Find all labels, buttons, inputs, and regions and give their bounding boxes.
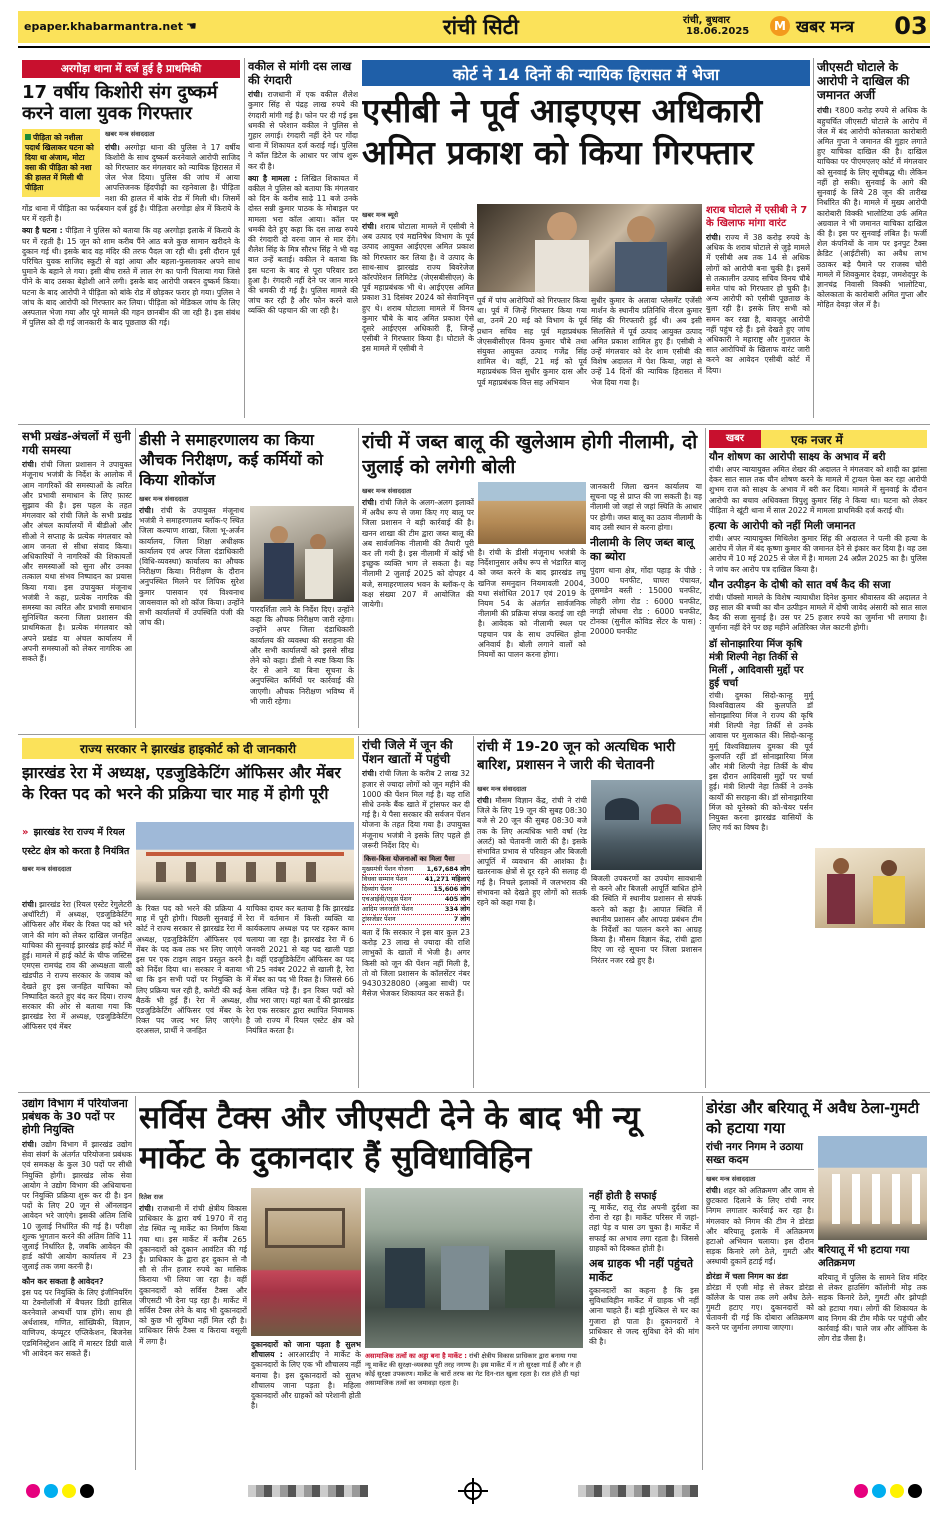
story-headline: डोरंडा और बरियातू में अवैध ठेला-गुमटी को हटाया गया xyxy=(706,1099,920,1137)
pension-count: 41,271 महिलाएं xyxy=(424,874,470,883)
story-body xyxy=(477,796,587,908)
brief-headline: डॉ सोनाझारिया मिंज कृषि मंत्री शिल्पी नेहा तिर्की से मिलीं , आदिवासी मुद्दों पर हुई चर्चा xyxy=(709,638,804,689)
doranda-building-photo xyxy=(818,1136,927,1240)
market-shops-photo xyxy=(365,1188,583,1348)
story-kicker: रांची नगर निगम ने उठाया सख्त कदम xyxy=(706,1141,814,1170)
masthead xyxy=(18,8,930,48)
paragraph: याचिका दायर कर बताया है कि झारखंड रेरा में वर्तमान में किसी व्यक्ति या कार्यकलाप अध्यक्ष पद पर रहकर काम चलाया जा रहा है। झारखंड रेरा में 6 जनवरी 2021 से यह पद खाली पड़ा है। वहीं एडजुडिकेटिंग ऑफिसर का पद भी 25 नवंबर 2022 से खाली है, रेरा में मेंबर का पद भी रिक्त है। जिससे 66 केस लंबित पड़े हैं। इन रिक्त पदों को शीघ्र भरा जाए। यहां बता दें की झारखंड रेरा एक सरकार द्वारा स्थापित नियामक है जो राज्य में रियल एस्टेट क्षेत्र को नियंत्रित करता है। xyxy=(246,904,354,1036)
story-dc-inspection xyxy=(139,430,354,730)
page-number: 03 xyxy=(894,12,928,40)
story-rera-col1 xyxy=(22,900,132,1088)
story-acb-sidebar xyxy=(706,204,810,420)
paragraph: रांची जिले के अलग-अलग इलाकों में अवैध रूप से जमा किए गए बालू पर जिला प्रशासन ने बड़ी कार्रवाई की है। खनन शाखा की टीम द्वारा जब्त बालू की अब सार्वजनिक नीलामी की तैयारी पूरी कर ली गयी है। इस नीलामी में कोई भी इच्छुक व्यक्ति भाग ले सकता है। यह नीलामी 2 जुलाई 2025 को दोपहर 4 बजे, समाहरणालय भवन के ब्लॉक-ए के कक्ष संख्या 207 में आयोजित की जायेगी। xyxy=(362,498,474,610)
story-body xyxy=(706,1186,814,1334)
pension-count: 334 लोग xyxy=(444,904,470,913)
pension-row xyxy=(362,915,470,925)
paragraph: सुधीर कुमार के अलावा प्लेसमेंट एजेंसी मार्शन के स्थानीय प्रतिनिधि नीरज कुमार सिंह की गिरफ्तारी हुई थी। अब इसी सिलसिले में पूर्व उत्पाद आयुक्त उत्पाद अमित प्रकाश शामिल हुए हैं। एसीबी ने उन्हें मंगलवार को देर शाम एसीबी की विशेष अदालत में पेश किया, जहां से उन्हें 14 दिनों की न्यायिक हिरासत में भेज दिया गया है। xyxy=(591,296,702,387)
brief-kicker: खबर xyxy=(709,430,761,448)
column-rule xyxy=(358,736,359,1088)
dateline: रांची। xyxy=(22,900,37,909)
story-rera-col2 xyxy=(136,904,242,1088)
paragraph: राज्य में 38 करोड़ रुपये के अधिक के शराब घोटाले से जुड़े मामले में एसीबी अब तक 14 से अधिक लोगों को आरोपी बना चुकी है। इसमें से तत्कालीन उत्पाद सचिव विनय चौबे समेत पांच को गिरफ्तार हो चुकी है। अन्य आरोपी को एसीबी पूछताछ के बुला रही है। इसके लिए सभी को समन कर रखा है, बावजूद आरोपी नहीं पहुंच रहे हैं। इसे देखते हुए जांच अधिकारी ने महाराष्ट्र और गुजरात के सात आरोपियों के खिलाफ वारंट जारी करने का आवेदन एसीबी कोर्ट में दिया। xyxy=(706,233,810,375)
paragraph: जानकारी जिला खनन कार्यालय या सूचना पट्ट से प्राप्त की जा सकती है। वह नीलामी जो जहां से जहां स्थिति के आधार पर होगी। जब्त बालू का उठाव नीलामी के बाद उसी स्थान से करना होगा। xyxy=(590,482,702,532)
byline: खबर मन्त्र संवाददाता xyxy=(22,865,72,873)
rain-street-photo xyxy=(591,780,702,870)
paragraph: उद्योग विभाग में झारखंड उद्योग सेवा संवर्ग के अंतर्गत परियोजना प्रबंधक एवं समकक्ष के कुल 30 पदों पर सीधी नियुक्ति होगी। झारखंड लोक सेवा आयोग ने उद्योग विभाग की अधियाचना पर नियुक्ति प्रक्रिया शुरू कर दी है। इन पदों के लिए 20 जून से ऑनलाइन आवेदन भरे जाएंगे। इसकी अंतिम तिथि 10 जुलाई निर्धारित की गई है। परीक्षा शुल्क भुगतान करने की अंतिम तिथि 11 जुलाई निर्धारित है, जबकि आवेदन की हार्ड कॉपी आयोग कार्यालय में 23 जुलाई तक जमा करनी है। xyxy=(22,1139,132,1272)
story-encroach-col1 xyxy=(706,1170,814,1470)
story-body xyxy=(478,548,586,660)
brief-kicker-title: एक नजर में xyxy=(791,433,843,447)
paragraph: डोरंडा में एजी मोड़ से लेकर डोरंडा कॉलेज के पास तक लगे अवैध ठेले-गुमटी हटाए गए। दुकानदारों को चेतावनी दी गई कि दोबारा अतिक्रमण करने पर जुर्माना लगाया जाएगा। xyxy=(706,1282,814,1333)
byline: खबर मन्त्र संवाददाता xyxy=(105,130,155,139)
paragraph: शराब घोटाला मामले में एसीबी ने अब उत्पाद एवं मद्यनिषेध विभाग के पूर्व उत्पाद आयुक्त आईएएस अमित प्रकाश को गिरफ्तार कर लिया है। वे उत्पाद के साथ-साथ झारखंड राज्य बिवरेजेज कॉरपोरेशन लिमिटेड (जेएसबीसीएल) के पूर्व महाप्रबंधक भी थे। आईएएस अमित प्रकाश 31 दिसंबर 2024 को सेवानिवृत्त हुए थे। शराब घोटाला मामले में विनय कुमार चौबे के बाद अमित प्रकाश ऐसे दूसरे आईएएस अधिकारी हैं, जिन्हें एसीबी ने गिरफ्तार किया है। घोटाले के इस मामले में एसीबी ने xyxy=(362,222,474,354)
story-body xyxy=(590,482,702,533)
story-body xyxy=(22,1140,132,1359)
highlight-text: झारखंड रेरा राज्य में रियल एस्टेट क्षेत्र को करता है नियंत्रित xyxy=(22,827,130,857)
story-industry-recruitment xyxy=(22,1098,132,1468)
dateline: रांची। xyxy=(477,796,492,805)
story-body xyxy=(246,904,354,1037)
byline: खबर मन्त्र संवाददाता xyxy=(477,785,527,793)
brief-text: रांची। अपर न्यायायुक्त अमित शेखर की अदालत ने मंगलवार को शादी का झांसा देकर सात साल तक यौन शोषण करने के मामले में ट्रायल फेस कर रहा आरोपी शुभम राज को साक्ष्य के अभाव में बरी कर दिया। मामले में सुनवाई के दौरान आरोपी का बचाव अधिवक्ता त्रिपुशु कुमार सिंह ने किया था। घटना को लेकर पीड़िता ने खूंटी थाना में साल 2022 में मामला प्राथमिकी दर्ज कराई थी। xyxy=(709,465,927,515)
column-rule xyxy=(358,428,359,728)
market-photo-caption xyxy=(365,1352,583,1470)
row-rule xyxy=(18,734,705,735)
brief-headline: यौन शोषण का आरोपी साक्ष्य के अभाव में बरी xyxy=(709,451,886,463)
minister-meeting-photo xyxy=(815,848,925,928)
story-headline: उद्योग विभाग में परियोजना प्रबंधक के 30 पदों पर होगी नियुक्ति xyxy=(22,1098,128,1136)
story-headline: एसीबी ने पूर्व आइएएस अधिकारी अमित प्रकाश को किया गिरफ्तार xyxy=(362,91,763,172)
story-lawyer-extortion xyxy=(248,60,358,420)
subhead: नीलामी के लिए जब्त बालू का ब्योरा xyxy=(590,536,694,564)
pension-row xyxy=(362,875,470,885)
story-body xyxy=(591,296,702,388)
brief-item xyxy=(709,579,927,634)
dateline: रांची। xyxy=(22,460,37,470)
pension-scheme: आदिम जनजाति पेंशन xyxy=(362,904,413,913)
byline: खबर मन्त्र संवाददाता xyxy=(362,487,412,495)
story-market-col2 xyxy=(251,1340,361,1470)
pension-table-title: किस-किस योजनाओं का मिला पैसा xyxy=(362,854,470,865)
paragraph: पीड़िता ने पुलिस को बताया कि वह अरगोड़ा इलाके में किराये के घर में रहती है। 15 जून को शाम करीब पैंने आठ बजे कुछ सामान खरीदने के दुकान गई थी। इसके बाद वह मंदिर की तरफ पैदल जा रही थी। इसी दौरान पूर्व परिचित युवक साजिद स्कूटी से वहां आया और बहला-फुसलाकर अपने साथ घुमाने के बहाने ले गया। इसी बीच रास्ते में लाल रंग का पानी पिलाया गया जिसे पीने के बाद उसका बेहोशी आने लगी। इसके बाद आरोपी जबरन दुष्कर्म किया। घटना के बाद आरोपी ने पीड़िता को बांके रोड में छोड़कर फरार हो गया। पुलिस ने जांच के बाद आरोपी को गिरफ्तार कर लिया। पीड़िता को मेडिकल जांच के लिए अस्पताल भेजा गया और पूरे मामले की गहन छानबीन की जा रही है। इस संबंध में पुलिस को दी गई जानकारी के बाद पूछताछ की गई। xyxy=(22,226,240,328)
story-headline: रांची में जब्त बालू की खुलेआम होगी नीलामी, दो जुलाई को लगेगी बोली xyxy=(362,431,698,478)
story-kicker: अरगोड़ा थाना में दर्ज हुई है प्राथमिकी xyxy=(22,60,240,78)
paragraph: झारखंड रेरा (रियल एस्टेट रेगुलेटरी अथॉरिटी) में अध्यक्ष, एडजुडिकेटिंग ऑफिसर और मेंबर के रिक्त पद को भरे जाने की मांग को लेकर दाखिल जनहित याचिका की सुनवाई झारखंड हाई कोर्ट में हुई। मामले में हाई कोर्ट के चीफ जस्टिस एमएस रामचंद्र राव की अध्यक्षता वाली खंडपीठ ने राज्य सरकार के जवाब को देखते हुए इस जनहित याचिका को निष्पादित करते हुए बंद कर दिया। राज्य सरकार की ओर से बताया गया कि झारखंड रेरा में अध्यक्ष, एडजुडिकेटिंग ऑफिसर एवं मेंबर xyxy=(22,900,132,1032)
story-body xyxy=(477,296,587,388)
double-arrow-icon: » xyxy=(22,827,29,838)
story-rain-col1 xyxy=(477,780,587,1088)
photo-caption: बरियातू में भी हटाया गया अतिक्रमण xyxy=(818,1245,910,1269)
subhead: क्या है मामला : xyxy=(248,173,298,183)
brand-logo-icon: M xyxy=(770,16,790,36)
brand-name: खबर मन्त्र xyxy=(796,17,854,36)
brief-text: रांची। दुमका सिदो-कान्हू मुर्मू विश्वविद्यालय की कुलपति डॉ सोनाझारिया मिंज ने राज्य की कृषि मंत्री शिल्पी नेहा तिर्की से उनके आवास पर मुलाकात की। सिदो-कान्हू मुर्मू विश्वविद्यालय दुमका की पूर्व कुलपति रहीं डॉ सोनाझारिया मिंज और मंत्री शिल्पी नेहा तिर्की के बीच इस दौरान आदिवासी मुद्दों पर चर्चा हुई। मंत्री शिल्पी नेहा तिर्की ने उनके कार्यों की सराहना की। डॉ सोनाझारिया मिंज को यूनेस्को की को-चेयर पर्सन नियुक्त करना झारखंड वासियों के लिए गर्व का विषय है। xyxy=(709,690,813,833)
epaper-url[interactable]: epaper.khabarmantra.net xyxy=(24,20,183,33)
caption-text: रांची क्षेत्रीय विकास प्राधिकार द्वारा बनाया गया न्यू मार्केट की सुरक्षा-व्यवस्था पूरी तरह नगण्य है। इस मार्केट में न तो सुरक्षा गार्ड हैं और न ही कोई सुरक्षा उपकरण। मार्केट के चारों तरफ का गेट दिन-रात खुला रहता है। रात होते ही यहां असामाजिक तत्वों का जमावड़ा रहता है। xyxy=(365,1352,581,1387)
pension-scheme: ट्रांसजेंडर पेंशन xyxy=(362,914,396,923)
brief-headline: हत्या के आरोपी को नहीं मिली जमानत xyxy=(709,520,856,533)
pension-row xyxy=(362,905,470,915)
paragraph: लिखित शिकायत में वकील ने पुलिस को बताया कि मंगलवार को दिन के करीब साढ़े 11 बजे उनके दोस्त सन्नी कुमार पाठक के मोबाइल पर मामला भरा कॉल आया। कॉल पर धमकी देते हुए कहा कि दस लाख रुपये की रंगदारी दो वरना जान से मार देंगे। शैलेश सिंह के मित्र सौरभ सिंह ने भी यह बात उन्हें बताई। वकील ने बताया कि इस घटना के बाद से पूरा परिवार डरा हुआ है। रंगदारी नहीं देने पर जान मारने की धमकी दी गई है। पुलिस मामले की जांच कर रही है और फोन करने वाले व्यक्ति की पहचान की जा रही है। xyxy=(248,173,358,316)
story-sand-col2 xyxy=(478,548,586,730)
dateline: रांची। xyxy=(362,222,377,231)
paragraph: है। रांची के डीसी मंजूनाथ भजंत्री के निर्देशानुसार अवैध रूप से भंडारित बालू को जब्त करने के बाद झारखंड लघु खनिज समनुदान नियमावली 2004, यथा संशोधित 2017 एवं 2019 के नियम 54 के अंतर्गत सार्वजनिक नीलामी की प्रक्रिया संपन्न कराई जा रही है। आवेदक को नीलामी स्थल पर पहचान पत्र के साथ उपस्थित होना अनिवार्य है। बोली लगाने वालों को नियमों का पालन करना होगा। xyxy=(478,548,586,660)
story-market-col1 xyxy=(139,1188,247,1470)
news-brief-panel xyxy=(709,430,927,1090)
story-market-col3 xyxy=(589,1188,699,1470)
story-body xyxy=(22,460,132,664)
column-rule xyxy=(705,428,706,1088)
caption xyxy=(365,1352,583,1388)
story-block-grievances xyxy=(22,430,132,730)
brief-list xyxy=(709,451,927,833)
story-gst-bail xyxy=(817,60,927,420)
paragraph: न्यू मार्केट, रातू रोड अपनी दुर्दशा का रोना रो रहा है। मार्केट परिसर में जहां-तहां पेड़ व घास उग चुका है। मार्केट में सफाई का अभाव लगा रहता है। जिससे ग्राहकों को दिक्कत होती है। xyxy=(589,1203,699,1253)
market-decay-photo xyxy=(251,1188,361,1336)
column-rule xyxy=(702,1096,703,1470)
sand-pile-photo xyxy=(478,482,586,544)
column-rule xyxy=(135,428,136,728)
story-headline: वकील से मांगी दस लाख की रंगदारी xyxy=(248,60,352,87)
story-rain-col2 xyxy=(591,874,702,1088)
dateline: रांची। xyxy=(362,769,377,779)
story-encroach-col2 xyxy=(818,1244,927,1470)
header-place-day: रांची, बुधवार xyxy=(683,15,731,26)
pension-scheme: विधवा सम्मान पेंशन xyxy=(362,874,408,883)
rera-highlight xyxy=(22,820,132,894)
dateline: रांची। xyxy=(105,142,120,152)
story-body xyxy=(139,1204,247,1347)
story-body-2 xyxy=(589,1286,699,1347)
dateline: रांची। xyxy=(139,506,154,515)
story-argora-arrest xyxy=(22,60,240,420)
caption-head: असामाजिक तत्वों का अड्डा बना है मार्केट : xyxy=(365,1352,467,1360)
paragraph: पूर्व में पांच आरोपियों को गिरफ्तार किया था। पूर्व में जिन्हें गिरफ्तार किया गया था, उनमें 20 मई को विभाग के पूर्व प्रधान सचिव सह पूर्व महाप्रबंधक जेएसबीसीएल विनय कुमार चौबे तथा संयुक्त आयुक्त उत्पाद गजेंद्र सिंह शामिल थे। वहीं, 21 मई को पूर्व महाप्रबंधक वित्त सुधीर कुमार दास और पूर्व महाप्रबंधक वित्त सह अभियान xyxy=(477,296,587,387)
pension-count: 405 लोग xyxy=(444,894,470,903)
paragraph: रांची जिला के करीब 2 लाख 32 हजार से ज्यादा लोगों को जून महीने की 1000 की पेंशन मिल गई है। यह राशि सीधे उनके बैंक खाते में ट्रांसफर कर दी गई है। ये पैसा सरकार की सर्वजन पेंशन योजना के तहत दिया गया है। उपायुक्त मंजूनाथ भजंत्री ने इसके लिए पहले ही जरूरी निर्देश दिए थे। xyxy=(362,769,470,850)
auction-details xyxy=(590,566,702,637)
masthead-url-bar xyxy=(18,11,208,43)
story-body xyxy=(589,1203,699,1254)
row-rule xyxy=(18,1092,930,1093)
subhead: नहीं होती है सफाई xyxy=(589,1191,657,1202)
brief-text: रांची। पॉक्सो मामले के विशेष न्यायाधीश दिनेश कुमार श्रीवास्तव की अदालत ने छह साल की बच्ची का यौन उत्पीड़न मामले में दोषी जावेद अंसारी को सात साल कैद की सजा सुनाई है। उस पर 25 हजार रुपये का जुर्माना भी लगाया है। जुर्माना नहीं देने पर छह महीने अतिरिक्त जेल काटनी होगी। xyxy=(709,592,927,633)
footer-registration-marks xyxy=(18,1478,930,1504)
paragraph: आरआरडीए ने मार्केट के दुकानदारों के लिए एक भी शौचालय नहीं बनाया है। इस दुकानदारों को सुलभ शौचालय जाना पड़ता है। महिला दुकानदारों और ग्राहकों को परेशानी होती है। xyxy=(251,1350,361,1411)
pension-scheme: मुख्यमंत्री पेंशन योजना xyxy=(362,864,414,873)
column-rule xyxy=(135,1096,136,1470)
dateline: रांची। xyxy=(706,1186,721,1195)
pension-scheme: दिव्यांग पेंशन xyxy=(362,884,392,893)
pension-row xyxy=(362,865,470,875)
paragraph: रांची के उपायुक्त मंजूनाथ भजंत्री ने समाहरणालय ब्लॉक-ए स्थित जिला कल्याण शाखा, जिला भू-अर्जन कार्यालय, जिला शिक्षा अधीक्षक कार्यालय एवं अपर जिला दंडाधिकारी (विधि-व्यवस्था) कार्यालय का औचक निरीक्षण किया। निरीक्षण के दौरान अनुपस्थित मिलने पर लिपिक सुरेश कुमार पासवान एवं विश्वनाथ जायसवाल को शो कॉज किया। उन्होंने सभी कार्यालयों में उपस्थिति पंजी की जांच की। xyxy=(139,506,244,628)
story-headline: सभी प्रखंड-अंचलों में सुनी गयी समस्या xyxy=(22,430,131,457)
brief-headline: यौन उत्पीड़न के दोषी को सात वर्ष कैद की सजा xyxy=(709,578,891,591)
row-rule xyxy=(18,424,930,425)
acb-arrest-photo xyxy=(477,204,702,292)
paragraph: अरगोड़ा थाना की पुलिस ने 17 वर्षीय किशोरी के साथ दुष्कर्म करनेवाले आरोपी साजिद को गिरफ्तार कर मंगलवार को न्यायिक हिरासत में जेल भेज दिया। पुलिस की जांच में आया आपत्तिजनक हिंदपीढ़ी का रहनेवाला है। पीड़िता नशा की हालत में बांके रोड में मिली थी। जिसमें गोंड थाना में पीड़िता का फर्दबयान दर्ज हुई है। पीड़िता अरगोड़ा क्षेत्र में किराये के घर में रहती है। xyxy=(22,142,240,224)
story-body xyxy=(248,90,358,316)
story-pension xyxy=(362,738,470,1088)
pension-count: 15,606 लोग xyxy=(433,884,470,893)
paragraph: के रिक्त पद को भरने की प्रक्रिया 4 माह में पूरी होगी। पिछली सुनवाई में कोर्ट ने राज्य सरकार से झारखंड रेरा में अध्यक्ष, एडजुडिकेटिंग ऑफिसर एवं मेंबर के पद कब तक भर लिए जाएंगे इस पर एक टाइम लाइन प्रस्तुत करने को निर्देश दिया था। सरकार ने बताया था कि इन सभी पदों पर नियुक्ति के लिए प्रक्रिया चल रही है, कमेटी की कई बैठकें भी हुई हैं। रेरा में अध्यक्ष, एडजुडिकेटिंग ऑफिसर एवं मेंबर के रिक्त पद जल्द भर लिए जाएंगे। दरअसल, प्रार्थी ने जनहित xyxy=(136,904,242,1036)
bullet-icon xyxy=(25,134,31,140)
subhead: अब ग्राहक भी नहीं पहुंचते मार्केट xyxy=(589,1257,694,1285)
pointer-icon: ☚ xyxy=(186,19,197,33)
subhead: दुकानदारों को जाना पड़ता है सुलभ शौचालय : xyxy=(251,1340,361,1360)
column-rule xyxy=(813,58,814,418)
header-date: 18.06.2025 xyxy=(686,26,750,37)
story-acb-col1 xyxy=(362,204,474,420)
subhead: कौन कर सकता है आवेदन? xyxy=(22,1276,104,1286)
story-headline: रांची जिले में जून की पेंशन खातों में पहुंची xyxy=(362,738,453,767)
story-acb-col3 xyxy=(591,296,702,420)
paragraph: रांची जिला प्रशासन ने उपायुक्त मंजूनाथ भजंत्री के निर्देश के आलोक में आम नागरिकों की समस्याओं के त्वरित और प्रभावी समाधान के लिए फ़ास्ट सुझाव की है। इस पहल के तहत मंगलवार को रांची जिले के सभी प्रखंड और अंचल कार्यालयों में बीडीओ और सीओ ने सप्ताह के प्रत्येक मंगलवार को आम जनता से सीधा संवाद किया। अधिकारियों ने नागरिकों की शिकायतों और समस्याओं को सुना और उनका तत्काल यथा संभव निष्पादन का प्रयास किया गया। इस उपायुक्त मंजूनाथ भजंत्री ने कहा, प्रत्येक नागरिक की समस्या का त्वरित और प्रभावी समाधान सुनिश्चित करना जिला प्रशासन की प्राथमिकता है। प्रत्येक मंगलवार को अपने प्रखंड या अंचल कार्यालय में अपनी समस्याओं को लेकर नागरिक आ सकते हैं। xyxy=(22,460,132,663)
byline: खबर मन्त्र ब्यूरो xyxy=(362,211,399,219)
rera-building-photo xyxy=(136,822,354,900)
paragraph: बता दें कि सरकार ने इस बार कुल 23 करोड़ 23 लाख से ज्यादा की राशि लाभुकों के खातों में भेजी है। अगर किसी को जून की पेंशन नहीं मिली है, तो वो जिला प्रशासन के कॉलसेंटर नंबर 9430328080 (अबुआ साथी) पर मैसेज भेजकर शिकायत कर सकते हैं। xyxy=(362,927,470,999)
brief-item xyxy=(709,638,813,834)
brief-item xyxy=(709,451,927,516)
paragraph: राजधानी में एक वकील शैलेश कुमार सिंह से पंद्रह लाख रुपये की रंगदारी मांगी गई है। फोन पर दी गई इस धमकी से परेशान वकील ने पुलिस से गुहार लगाई। रंगदारी नहीं देने पर गोंदा थाना में शिकायत दर्ज कराई गई। पुलिस ने कॉल डिटेल के आधार पर जांच शुरू कर दी है। xyxy=(248,90,358,171)
subhead: क्या है घटना : xyxy=(22,226,63,236)
story-headline: सर्विस टैक्स और जीएसटी देने के बाद भी न्यू मार्केट के दुकानदार हैं सुविधाविहिन xyxy=(139,1100,640,1176)
story-kicker: कोर्ट ने 14 दिनों की न्यायिक हिरासत में भेजा xyxy=(362,60,810,86)
pension-table-rows xyxy=(362,865,470,925)
paragraph: बिजली उपकरणों का उपयोग सावधानी से करने और बिजली आपूर्ति बाधित होने की स्थिति में स्थानीय प्रशासन से संपर्क करने को कहा है। आपात स्थिति में स्थानीय प्रशासन और आपदा प्रबंधन टीम के निर्देशों का पालन करने का आग्रह किया है। मौसम विज्ञान केंद्र, रांची द्वारा दिए जा रहे सूचना पर जिला प्रशासन निरंतर नजर रखे हुए है। xyxy=(591,874,702,965)
dc-inspection-photo xyxy=(250,506,354,602)
story-body xyxy=(591,874,702,966)
story-headline: जीएसटी घोटाले के आरोपी ने दाखिल की जमानत अर्जी xyxy=(817,60,910,103)
pension-count: 7 लोग xyxy=(453,914,470,923)
column-rule xyxy=(473,736,474,1088)
story-body xyxy=(706,233,810,376)
paragraph: दुकानदारों का कहना है कि इस सुविधाविहीन मार्केट में ग्राहक भी नहीं आना चाहते हैं। बड़ी मुश्किल से घर का गुजारा हो पाता है। दुकानदारों ने प्राधिकार से जल्द सुविधा देने की मांग की है। xyxy=(589,1286,699,1347)
story-body xyxy=(362,498,474,610)
story-body xyxy=(362,222,474,355)
paragraph: मौसम विज्ञान केंद्र, रांची ने रांची जिले के लिए 19 जून की सुबह 08:30 बजे से 20 जून की सुबह 08:30 बजे तक के लिए अत्यधिक भारी वर्षा (रेड अलर्ट) को चेतावनी जारी की है। इसके संभावित प्रभाव से परिवहन और बिजली आपूर्ति में व्यवधान की आशंका है। खतरनाक क्षेत्रों से दूर रहने की सलाह दी गई है। निचले इलाकों में जलभराव की संभावना को देखते हुए लोगों को सतर्क रहने को कहा गया है। xyxy=(477,796,587,908)
paragraph: इस पद पर नियुक्ति के लिए इंजीनियरिंग या टेक्नोलॉजी में बैचलर डिग्री हासिल करनेवाले अभ्यर्थी पात्र होंगे। साथ ही अर्थशास्त्र, गणित, सांख्यिकी, विज्ञान, वाणिज्य, कंप्यूटर एप्लिकेशन, बिजनेस एडमिनिस्ट्रेशन आदि में मास्टर डिग्री वाले भी आवेदन कर सकते हैं। xyxy=(22,1287,132,1358)
story-body xyxy=(136,904,242,1037)
story-headline: डीसी ने समाहरणालय का किया औचक निरीक्षण, कई कर्मियों को किया शोकॉज xyxy=(139,431,323,489)
pension-count: 1,67,684 लोग xyxy=(426,864,470,873)
dateline: रांची। xyxy=(706,233,721,242)
story-body-2 xyxy=(250,605,354,709)
dateline: रांची। xyxy=(248,90,263,100)
dateline: रांची। xyxy=(362,498,377,507)
story-acb-col2 xyxy=(477,296,587,420)
story-body xyxy=(251,1340,361,1411)
story-headline: झारखंड रेरा में अध्यक्ष, एडजुडिकेटिंग ऑफिसर और मेंबर के रिक्त पद को भरने की प्रक्रिया चार माह में होगी पूरी xyxy=(22,764,341,803)
subhead: डोरंडा में चला निगम का डंडा xyxy=(706,1271,788,1281)
story-body xyxy=(362,769,470,851)
pension-scheme: एचआईवी/एड्स पेंशन xyxy=(362,894,412,903)
paragraph: ₹800 करोड़ रुपये से अधिक के बहुचर्चित जीएसटी घोटाले के आरोप में जेल में बंद आरोपी कोलकाता कारोबारी अमित गुप्ता ने जमानत की गुहार लगाते हुए याचिका दाखिल की है। दाखिल याचिका पर पीएमएलए कोर्ट में मंगलवार को सुनवाई के लिए सूचीबद्ध थी। लेकिन नहीं हो सकी। सुनवाई के आगे की सुनवाई के लिये 28 जून की तारीख निर्धारित की है। मामले में मुख्य आरोपी कारोबारी विक्की भालोटिया उर्फ अमित अग्रवाल ने भी जमानत याचिका दाखिल की है। इस पर सुनवाई लंबित है। फर्जी शेल कंपनियों के नाम पर इनपुट टैक्स क्रेडिट (आईटीसी) का अवैध लाभ उठाकर बड़े पैमाने पर राजस्व चोरी मामले में शिवकुमार देवड़ा, जमशेदपुर के ज्ञानचंद्र निवासी विक्की भालोटिया, कोलकाता के कारोबारी अमित गुप्ता और मोहित देवड़ा जेल में है। xyxy=(817,106,927,310)
section-banner xyxy=(208,11,930,43)
brief-kicker-bar xyxy=(709,430,927,448)
dateline: रांची। xyxy=(817,106,832,116)
byline: रितेश राज xyxy=(139,1193,163,1201)
section-title: रांची सिटी xyxy=(443,15,519,39)
story-headline: 17 वर्षीय किशोरी संग दुष्कर्म करने वाला युवक गिरफ्तार xyxy=(22,82,218,125)
story-body xyxy=(818,1273,927,1344)
story-body xyxy=(22,900,132,1033)
story-body xyxy=(817,106,927,310)
byline: खबर मन्त्र संवाददाता xyxy=(706,1175,756,1183)
sidebar-headline: शराब घोटाले में एसीबी ने 7 के खिलाफ मांगा वारंट xyxy=(706,205,808,229)
brief-item xyxy=(709,520,927,575)
story-body xyxy=(139,506,244,630)
pension-row xyxy=(362,885,470,895)
brief-text: रांची। अपर न्यायायुक्त मिथिलेश कुमार सिंह की अदालत ने पत्नी की हत्या के आरोप में जेल में बंद कृष्णा कुमार की जमानत देने से इंकार कर दिया है। वह उस आरोप में 10 मई 2025 से जेल में है। मामला 24 अप्रैल 2025 का है। पुलिस ने जांच कर आरोप पत्र दाखिल किया है। xyxy=(709,534,927,574)
story-sand-col3 xyxy=(590,482,702,730)
pension-row xyxy=(362,895,470,905)
story-rera-col3 xyxy=(246,904,354,1088)
paragraph: बरियातू में पुलिस के सामने शिव मंदिर से लेकर हाउसिंग कॉलोनी मोड़ तक सड़क किनारे ठेले, गुमटी और झोपड़ी को हटाया गया। लोगों की शिकायत के बाद निगम की टीम मौके पर पहुंची और कार्रवाई की। चाले जत्र और ऑफिस के लोग रोड जैसा है। xyxy=(818,1273,927,1344)
dateline: रांची। xyxy=(22,1139,37,1149)
story-body-2 xyxy=(362,928,470,999)
highlight-text: पीड़िता को नशीला पदार्थ खिलाकर घटना को दिया था अंजाम, मोटा वसा की पीड़िता को नशा की हालत में मिली थी पीड़िता xyxy=(25,133,94,193)
story-kicker: राज्य सरकार ने झारखंड हाइकोर्ट को दी जानकारी xyxy=(22,738,354,759)
byline: खबर मन्त्र संवाददाता xyxy=(139,495,189,503)
story-highlight-box xyxy=(22,129,100,197)
story-headline: रांची में 19-20 जून को अत्यधिक भारी बारिश, प्रशासन ने जारी की चेतावनी xyxy=(477,739,676,773)
column-rule xyxy=(244,58,245,418)
paragraph: पुंदाग थाना क्षेत्र, गोंदा पहाड़ के पीछे : 3000 घनफीट, घाघरा पंचायत, तुसमडेन बस्ती : 15000 घनफीट, लोहरी लोगा रोड : 6000 घनफीट, नगड़ी लोधमा रोड : 6000 घनफीट, टोनका (सुनील कोविड सेंटर के पास) : 20000 घनफीट xyxy=(590,566,702,637)
paragraph: पारदर्शिता लाने के निर्देश दिए। उन्होंने कहा कि औचक निरीक्षण जारी रहेगा। उन्होंने अपर जिला दंडाधिकारी कार्यालय की व्यवस्था की सराहना की और सभी कार्यालयों को इससे सीख लेने को कहा। डीसी ने स्पष्ट किया कि देर से आने या बिना सूचना के अनुपस्थित कर्मियों पर कार्रवाई की जाएगी। औचक निरीक्षण भविष्य में भी जारी रहेगा। xyxy=(250,605,354,706)
paragraph: शहर को अतिक्रमण और जाम से छुटकारा दिलाने के लिए रांची नगर निगम लगातार कार्रवाई कर रहा है। मंगलवार को निगम की टीम ने डोरंडा और बरियातू इलाके में अतिक्रमण हटाओ अभियान चलाया। इस दौरान सड़क किनारे लगे ठेले, गुमटी और अस्थायी दुकानें हटाई गईं। xyxy=(706,1186,814,1267)
paragraph: राजधानी में रांची क्षेत्रीय विकास प्राधिकार के द्वारा वर्ष 1970 में रातू रोड स्थित न्यू मार्केट का निर्माण किया गया था। इस मार्केट में करीब 265 दुकानदारों को दुकान आवंटित की गई है। प्राधिकार के द्वारा हर दुकान से नौ सौ से तीन हजार रुपये का मासिक किराया भी लिया जा रहा है। वहीं दुकानदारों को सर्विस टैक्स और जीएसटी भी देना पड़ रहा है। मार्केट में सर्विस टैक्स लेने के बाद भी दुकानदारों को कुछ भी सुविधा नहीं मिल रही है। प्राधिकार सिर्फ टैक्स व किराया वसूली में लगा है। xyxy=(139,1204,247,1346)
dateline: रांची। xyxy=(139,1204,154,1213)
story-sand-col1 xyxy=(362,482,474,730)
pension-table xyxy=(362,854,470,925)
